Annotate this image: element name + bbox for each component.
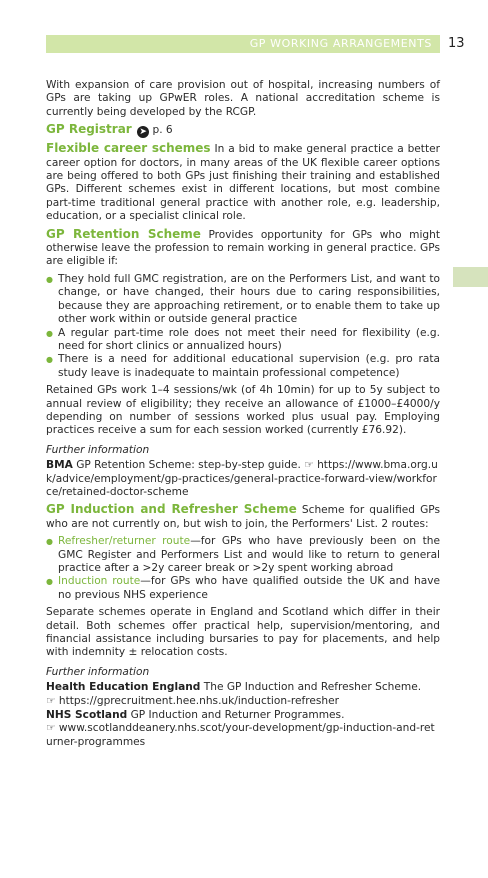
flexible-paragraph: [46, 142, 440, 223]
further-info-label: Further information: [46, 665, 150, 678]
running-header-bar: [46, 35, 440, 53]
reference-url[interactable]: www.scotlanddeanery.nhs.scot/your-development/gp-induction-and-returner-programmes: [46, 722, 435, 748]
route-text: —for GPs who have previously been on the GMC Register and Performers List and would like to return to general practice after a >2y career break or >2y spent working abroad: [58, 535, 441, 574]
induction-paragraph: [46, 503, 440, 531]
running-header-title: GP WORKING ARRANGEMENTS: [249, 37, 432, 50]
web-link-icon: ☞: [46, 722, 56, 735]
list-item: ● A regular part-time role does not meet their need for flexibility (e.g. need for short clinics or annualized hours): [46, 327, 440, 354]
induction-reference-2: [46, 709, 440, 749]
web-link-icon: ☞: [46, 694, 56, 707]
reference-title: The GP Induction and Refresher Scheme.: [203, 681, 422, 694]
induction-reference-1: [46, 681, 440, 708]
list-item: ● There is a need for additional educational supervision (e.g. pro rata study leave is inadequate to maintain professional competence): [46, 353, 440, 380]
reference-org: NHS Scotland: [46, 709, 128, 722]
registrar-page-ref[interactable]: p. 6: [152, 124, 173, 137]
route-label: Induction route: [58, 575, 141, 588]
reference-url[interactable]: https://www.bma.org.uk/advice/employment/gp-practices/general-practice-forward-view/workforce/retained-doctor-scheme: [46, 459, 438, 498]
further-info-label: Further information: [46, 443, 150, 456]
induction-after-paragraph: Separate schemes operate in England and Scotland which differ in their detail. Both schemes offer practical help, supervision/mentoring, and financial assistance including bursaries to pay for placements, and help with indemnity ± relocation costs.: [46, 606, 440, 659]
intro-paragraph: With expansion of care provision out of hospital, increasing numbers of GPs are taking up GPwER roles. A national accreditation scheme is currently being developed by the RCGP.: [46, 79, 440, 118]
reference-url[interactable]: https://gprecruitment.hee.nhs.uk/induction-refresher: [58, 694, 340, 707]
retention-after-paragraph: Retained GPs work 1–4 sessions/wk (of 4h 10min) for up to 5y subject to annual review of eligibility; they receive an allowance of £1000–£4000/y depending on number of sessions worked plus usual pay. Employing practices receive a sum for each session worked (currently £76.92).: [46, 384, 440, 437]
thumb-index-tab: [453, 267, 488, 287]
list-item: [46, 535, 440, 575]
page-number: 13: [448, 36, 465, 51]
route-label: Refresher/returner route: [58, 535, 191, 548]
list-item: [46, 575, 440, 602]
cross-reference-arrow-icon: ➤: [137, 126, 149, 138]
page-body: [46, 79, 440, 753]
retention-heading: GP Retention Scheme: [46, 226, 201, 241]
retention-reference: [46, 459, 440, 499]
induction-routes-list: [46, 535, 440, 602]
route-text: —for GPs who have qualified outside the UK and have no previous NHS experience: [58, 575, 440, 601]
retention-eligibility-list: [46, 273, 440, 380]
induction-heading: GP Induction and Refresher Scheme: [46, 502, 297, 517]
reference-org: BMA: [46, 459, 73, 472]
reference-title: GP Retention Scheme: step-by-step guide.: [76, 459, 301, 472]
flexible-text: In a bid to make general practice a better career option for doctors, in many areas of the UK flexible career options are being offered to both GPs just finishing their training and established GPs. Different schemes exist in different locations, but most combine part-time traditional general practice with another role, e.g. leadership, education, or a specialist clinical role.: [46, 143, 440, 223]
registrar-line: [46, 123, 440, 138]
induction-text: Scheme for qualified GPs who are not currently on, but wish to join, the Performers' List. 2 routes:: [46, 504, 440, 530]
registrar-heading: GP Registrar: [46, 122, 132, 137]
list-item: ● They hold full GMC registration, are on the Performers List, and want to change, or have changed, their hours due to caring responsibilities, because they are approaching retirement, or to enable them to take up other work within or outside general practice: [46, 273, 440, 327]
web-link-icon: ☞: [304, 459, 314, 472]
reference-title: GP Induction and Returner Programmes.: [130, 709, 345, 722]
retention-paragraph: [46, 228, 440, 269]
flexible-heading: Flexible career schemes: [46, 141, 211, 156]
reference-org: Health Education England: [46, 681, 201, 694]
retention-text: Provides opportunity for GPs who might otherwise leave the profession to remain working in general practice. GPs are eligible if:: [46, 228, 441, 268]
